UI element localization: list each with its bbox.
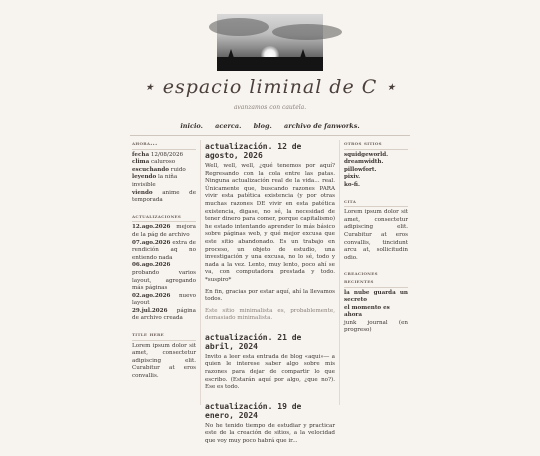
- quote-section: [344, 198, 408, 263]
- post-title: actualización. 19 de enero, 2024: [205, 401, 302, 420]
- cloud-shape: [272, 24, 342, 40]
- post-paragraph: Invito a leer esta entrada de blog «aqui»— a quien le interese saber algo sobre mis razones para dejar de compartir lo que escribo. (Estarán aquí por algo, ¿que no?). Ese es todo.: [205, 353, 335, 391]
- nav-link-blog[interactable]: blog.: [253, 122, 272, 130]
- blog-post: [205, 402, 335, 452]
- column-divider: [339, 140, 340, 405]
- column-divider: [200, 140, 201, 405]
- recent-item-link[interactable]: el momento es ahora: [344, 304, 390, 319]
- update-item: 02.ago.2026 nuevo layout: [132, 292, 196, 307]
- update-item: 12.ago.2026 mejora de la pág de archivo: [132, 224, 196, 238]
- site-link-pillowfort[interactable]: pillowfort.: [344, 166, 377, 173]
- post-title: actualización. 12 de agosto, 2026: [205, 142, 302, 160]
- site-link-dreamwidth[interactable]: dreamwidth.: [344, 159, 384, 166]
- now-line: fecha 12/08/2026: [132, 151, 184, 158]
- cloud-shape: [209, 18, 269, 36]
- updates-section: [132, 213, 196, 323]
- recent-item-link[interactable]: la nube guarda un secreto: [344, 289, 408, 304]
- header-divider: [130, 135, 410, 136]
- section-heading: cita: [344, 198, 408, 208]
- section-heading: ahora...: [132, 140, 196, 150]
- now-line: clima caluroso: [132, 159, 176, 166]
- nav-link-archivo-fanworks[interactable]: archivo de fanworks.: [284, 122, 360, 130]
- tree-shape: [299, 49, 307, 61]
- section-heading: actualizaciones: [132, 213, 196, 223]
- other-sites-section: [344, 140, 408, 190]
- now-line: viendo anime de temporada: [132, 189, 197, 204]
- main-content: [205, 140, 335, 456]
- left-sidebar: [132, 140, 196, 389]
- nav-link-acerca[interactable]: acerca.: [215, 122, 242, 130]
- site-link-kofi[interactable]: ko-fi.: [344, 181, 360, 188]
- post-title: actualización. 21 de abril, 2024: [205, 332, 302, 351]
- site-title: ⋆ espacio liminal de C ⋆: [142, 76, 398, 98]
- site-link-squidgeworld[interactable]: squidgeworld.: [344, 151, 389, 158]
- lorem-text: Lorem ipsum dolor sit amet, consectetur adipiscing elit. Curabitur at eros convallis.: [132, 342, 196, 380]
- right-sidebar: [344, 140, 408, 343]
- now-line: leyendo la niña invisible: [132, 174, 178, 188]
- header-banner-image: [217, 14, 323, 71]
- section-heading: otros sitios: [344, 140, 408, 150]
- post-paragraph: En fin, gracias por estar aquí, ahí la llevamos todos.: [205, 288, 335, 303]
- site-link-pixiv[interactable]: pixiv.: [344, 174, 361, 181]
- quote-text: Lorem ipsum dolor sit amet, consectetur adipiscing elit. Curabitur at eros convallis, tincidunt arcu at, sollicitudin odio.: [344, 209, 408, 261]
- section-heading: creaciones recientes: [344, 270, 408, 287]
- tree-shape: [227, 49, 235, 61]
- section-heading: title here: [132, 331, 196, 341]
- site-tagline: avanzamos con cautela.: [233, 104, 307, 111]
- post-paragraph: Well, well, well, ¿qué tenemos por aquí? Regresando con la cola entre las patas. Ninguna actualización real de la vida... real. Únicamente que, buscando razones PARA vivir esta patética existencia (y por otras muchas razones DE vivir en esta patética existencia, digase, no sé, la necesidad de tener dinero para comer, porque capitalismo) he estado intentando aprender lo más básico sobre páginas web, y qué mejor excusa que este sitio abandonado. Es un trabajo en proceso, un objeto de estudio, una investigación y una excusa, no lo sé, todo y nada a la vez. Lento, muy lento, poco ahí se va, con computadora prestada y todo. *suspiro*: [205, 163, 335, 283]
- post-paragraph: No he tenido tiempo de estudiar y practicar este de la creación de sitios, a la velocidad que voy muy poco habrá que ir...: [205, 422, 335, 445]
- title-here-section: [132, 331, 196, 381]
- top-navigation: [0, 122, 540, 130]
- nav-link-inicio[interactable]: inicio.: [180, 122, 203, 130]
- update-item: 07.ago.2026 extra de rendición aq no entiendo nada: [132, 239, 196, 261]
- update-item: 29.jul.2026 página de archivo creada: [132, 307, 196, 322]
- now-section: [132, 140, 196, 205]
- blog-post: [205, 333, 335, 398]
- blog-post: [205, 142, 335, 329]
- now-line: escuchando ruido: [132, 166, 186, 173]
- post-footer-note: Este sitio minimalista es, probablemente, demasiado minimalista.: [205, 307, 335, 322]
- update-item: 06.ago.2026 probando varios layout, agregando más páginas: [132, 262, 196, 292]
- recent-creations-section: [344, 270, 408, 335]
- recent-item-link[interactable]: junk journal (en progreso): [344, 319, 408, 334]
